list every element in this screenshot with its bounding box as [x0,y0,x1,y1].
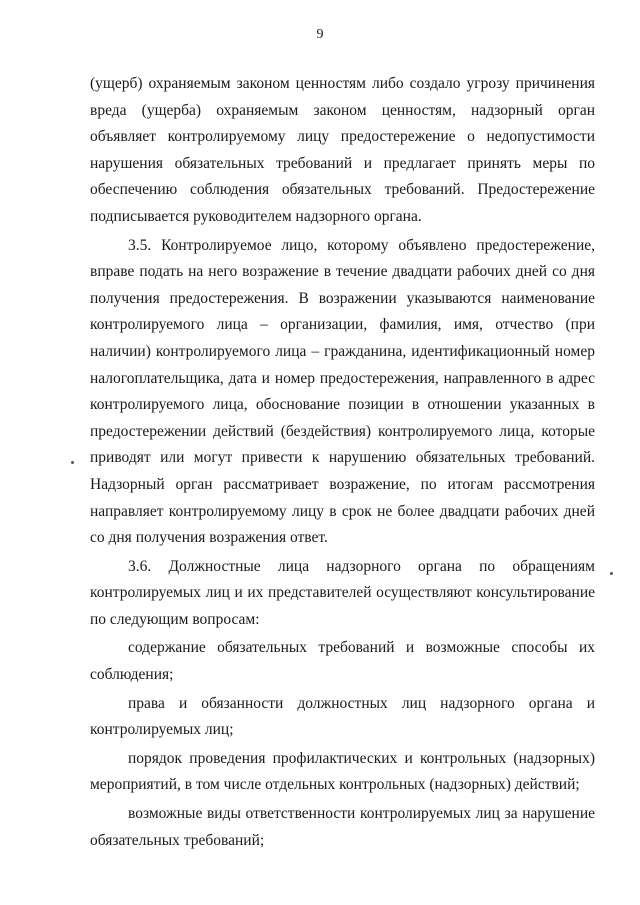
list-item-requirements-content: содержание обязательных требований и возможные способы их соблюдения; [90,639,595,684]
scan-speck [71,461,74,464]
page-number: 9 [316,27,324,42]
paragraph-clause-3-6: 3.6. Должностные лица надзорного органа по обращениям контролируемых лиц и их представителей осуществляют консультирование по следующим вопросам: [90,557,595,628]
scan-speck [610,572,613,575]
paragraph-clause-3-5: 3.5. Контролируемое лицо, которому объявлено предостережение, вправе подать на него возражение в течение двадцати рабочих дней со дня получения предостережения. В возражении указываются наименование контролируемого лица – организации, фамилия, имя, отчество (при наличии) контролируемого лица – гражданина, идентификационный номер налогоплательщика, дата и номер предостережения, направленного в адрес контролируемого лица, обоснование позиции в отношении указанных в предостережении действий (бездействия) контролируемого лица, которые приводят или могут привести к нарушению обязательных требований. Надзорный орган рассматривает возражение, по итогам рассмотрения направляет контролируемому лицу в срок не более двадцати рабочих дней со дня получения возражения ответ. [90,236,595,547]
list-item-rights-and-duties: права и обязанности должностных лиц надзорного органа и контролируемых лиц; [90,694,595,739]
document-body [90,71,595,854]
list-item-liability: возможные виды ответственности контролируемых лиц за нарушение обязательных требований; [90,805,595,849]
paragraph-continuation: (ущерб) охраняемым законом ценностям либо создало угрозу причинения вреда (ущерба) охраняемым законом ценностям, надзорный орган объявляет контролируемому лицу предостережение о недопустимости нарушения обязательных требований и предлагает принять меры по обеспечению соблюдения обязательных требований. Предостережение подписывается руководителем надзорного органа. [90,75,595,225]
list-item-procedure: порядок проведения профилактических и контрольных (надзорных) мероприятий, в том числе отдельных контрольных (надзорных) действий; [90,749,595,794]
